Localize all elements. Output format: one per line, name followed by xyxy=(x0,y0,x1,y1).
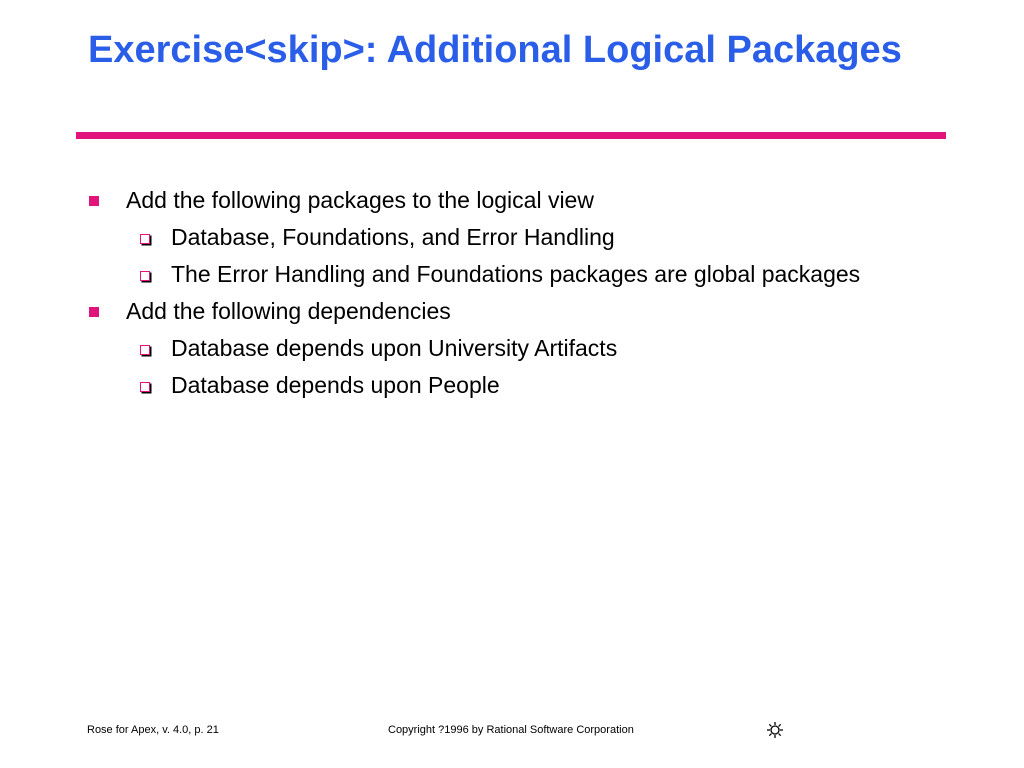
sub-bullet-item xyxy=(0,258,1024,291)
footer-copyright: Copyright ?1996 by Rational Software Corporation xyxy=(388,724,634,736)
bullet-item xyxy=(0,295,1024,328)
hollow-square-bullet-icon xyxy=(140,345,150,355)
sub-bullet-text: The Error Handling and Foundations packages are global packages xyxy=(171,261,861,287)
sub-bullet-item xyxy=(0,369,1024,402)
hollow-square-bullet-icon xyxy=(140,382,150,392)
hollow-square-bullet-icon xyxy=(140,234,150,244)
square-bullet-icon xyxy=(89,307,99,317)
bullet-item xyxy=(0,184,1024,217)
footer-page-info: Rose for Apex, v. 4.0, p. 21 xyxy=(87,724,219,736)
square-bullet-icon xyxy=(89,196,99,206)
sub-bullet-text: Database depends upon People xyxy=(171,372,500,398)
bullet-list xyxy=(0,184,1024,406)
bullet-text: Add the following packages to the logical view xyxy=(126,187,594,213)
sub-bullet-text: Database, Foundations, and Error Handling xyxy=(171,224,615,250)
sub-bullet-text: Database depends upon University Artifacts xyxy=(171,335,618,361)
title-divider xyxy=(76,132,946,139)
bullet-text: Add the following dependencies xyxy=(126,298,451,324)
rational-logo-icon xyxy=(766,721,784,739)
sub-bullet-item xyxy=(0,221,1024,254)
slide-title: Exercise<skip>: Additional Logical Packages xyxy=(88,29,902,71)
hollow-square-bullet-icon xyxy=(140,271,150,281)
sub-bullet-item xyxy=(0,332,1024,365)
